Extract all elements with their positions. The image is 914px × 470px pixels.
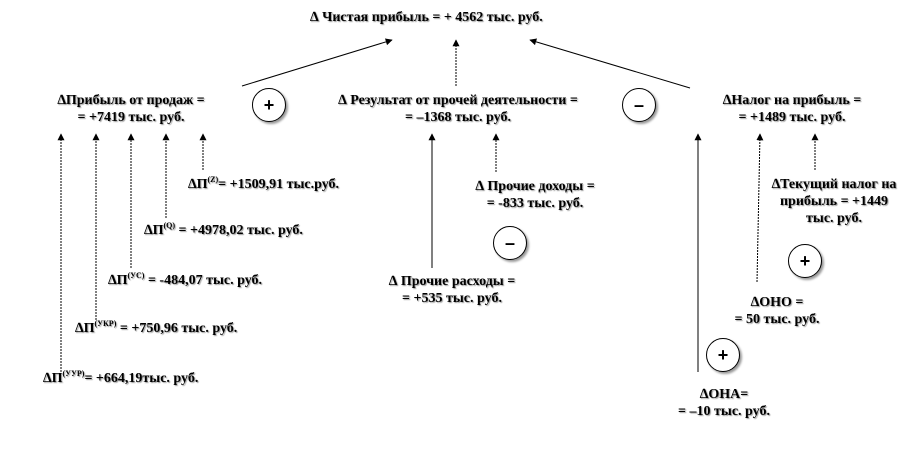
current-tax-line3: тыс. руб. xyxy=(806,211,862,226)
ona-line1: ∆ОНА= xyxy=(699,387,749,402)
plus-sign-current-tax: + xyxy=(788,244,822,278)
other-income-node xyxy=(460,178,610,212)
plus-sign-sales: + xyxy=(252,88,286,122)
ona-line2: = –10 тыс. руб. xyxy=(678,404,770,419)
net-profit-change xyxy=(310,9,543,26)
other-expenses-line1: ∆ Прочие расходы = xyxy=(388,274,516,289)
other-expenses-line2: = +535 тыс. руб. xyxy=(402,291,502,306)
other-activity-line2: = –1368 тыс. руб. xyxy=(405,110,511,125)
other-expenses-node xyxy=(372,273,532,307)
income-tax-line1: ∆Налог на прибыль = xyxy=(722,93,862,108)
arrow-tax-to-top xyxy=(530,40,690,88)
current-tax-line1: ∆Текущий налог на xyxy=(771,177,897,192)
sales-profit-line2: = +7419 тыс. руб. xyxy=(77,110,185,125)
factor-z: $\Delta П^{(Z)}= +1509,91$ тыс.руб. xyxy=(188,175,340,192)
other-income-line1: ∆ Прочие доходы = xyxy=(475,179,595,194)
factor-ukr: $\Delta П^{(УКР)} = +750,96$ тыс. руб. xyxy=(75,319,238,336)
income-tax-line2: = +1489 тыс. руб. xyxy=(738,110,846,125)
ono-line2: = 50 тыс. руб. xyxy=(734,312,820,327)
ona-node xyxy=(664,386,784,420)
net-profit-label: ∆ Чистая прибыль = + 4562 тыс. руб. xyxy=(310,10,543,25)
current-tax-line2: прибыль = +1449 xyxy=(779,194,889,209)
ono-line1: ∆ОНО = xyxy=(750,295,804,310)
other-activity-line1: ∆ Результат от прочей деятельности = xyxy=(338,93,578,108)
minus-sign-income: – xyxy=(493,226,527,260)
arrow-sales-to-top xyxy=(242,40,392,86)
factor-upr: $\Delta П^{(УУР)}= +664,19тыс$. руб. xyxy=(43,369,199,386)
plus-sign-ono: + xyxy=(706,338,740,372)
factor-us: $\Delta П^{(УС)} = -484,07$ тыс. руб. xyxy=(108,271,263,288)
sales-profit-node xyxy=(50,92,212,126)
factor-q: $\Delta П^{(Q)} = +4978,02$ тыс. руб. xyxy=(144,221,303,238)
current-tax-node xyxy=(760,176,908,227)
income-tax-node xyxy=(712,92,872,126)
other-income-line2: = -833 тыс. руб. xyxy=(486,196,584,211)
ono-node xyxy=(722,294,832,328)
minus-sign-other: – xyxy=(622,88,656,122)
sales-profit-line1: ∆Прибыль от продаж = xyxy=(57,93,205,108)
other-activity-node xyxy=(318,92,598,126)
